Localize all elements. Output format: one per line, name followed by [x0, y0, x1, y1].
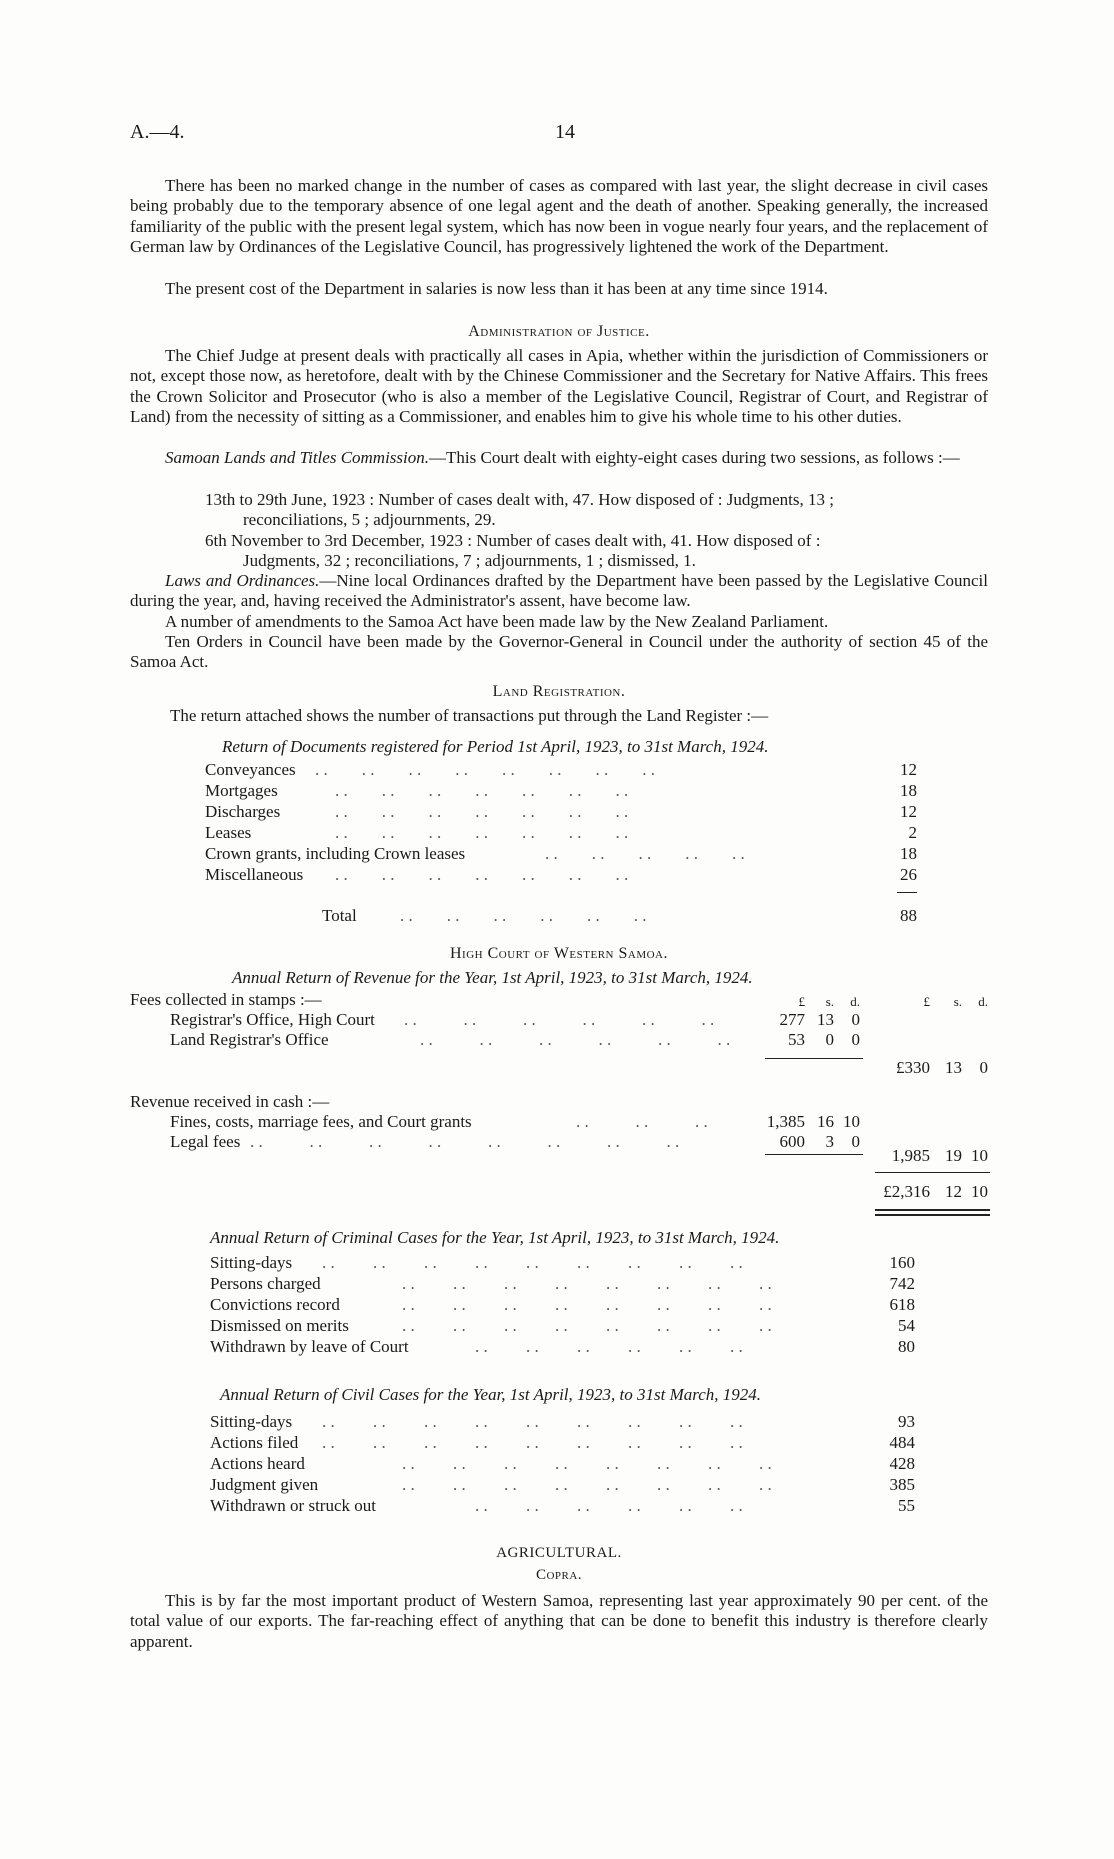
court-heading: High Court of Western Samoa.: [449, 945, 668, 962]
dot-leader: . . . . . . . . . . . .: [400, 906, 647, 925]
row-value: 484: [889, 1433, 915, 1452]
dot-leader: . . . . . .: [576, 1112, 708, 1131]
civil-title: Annual Return of Civil Cases for the Year, 1st April, 1923, to 31st March, 1924.: [220, 1385, 762, 1404]
cash-total-pounds: 1,985: [891, 1146, 930, 1165]
col-pounds-2: £: [923, 994, 930, 1009]
criminal-table: [210, 1253, 915, 1363]
row-value: 12: [900, 802, 917, 821]
justice-paragraph-4: A number of amendments to the Samoa Act have been made law by the New Zealand Parliament.: [165, 612, 829, 631]
table-row: Actions filed: [210, 1433, 299, 1452]
stamps-total-shillings: 13: [945, 1058, 962, 1077]
col-shillings-1: s.: [825, 994, 834, 1009]
justice-heading: Administration of Justice.: [468, 323, 650, 340]
table-row: Sitting-days: [210, 1412, 293, 1431]
dot-leader: . . . . . . . . . .: [545, 844, 745, 863]
dot-leader: . . . . . . . . . . . . . .: [335, 781, 629, 800]
total-value: 88: [900, 906, 917, 925]
stamps-row-1-pounds: 277: [779, 1010, 805, 1029]
dot-leader: . . . . . . . . . . . . . . . .: [402, 1316, 772, 1335]
land-table-title: Return of Documents registered for Period 1st April, 1923, to 31st March, 1924.: [222, 737, 769, 756]
row-value: 428: [889, 1454, 915, 1473]
table-row: [205, 844, 465, 864]
dot-leader: . . . . . . . . . . . .: [404, 1010, 715, 1029]
session-2-line-1: 6th November to 3rd December, 1923 : Number of cases dealt with, 41. How disposed of :: [205, 531, 821, 550]
total-row: [322, 906, 357, 926]
cash-row-1-pence: 10: [843, 1112, 860, 1131]
stamps-label: Fees collected in stamps :—: [130, 990, 322, 1009]
stamps-total-pence: 0: [979, 1058, 988, 1077]
land-heading: Land Registration.: [492, 683, 626, 700]
cash-row-2-label: Legal fees: [170, 1132, 241, 1151]
col-pence-2: d.: [978, 994, 988, 1009]
stamps-total-pounds: £330: [896, 1058, 930, 1077]
stamps-row-1-pence: 0: [851, 1010, 860, 1029]
dot-leader: . . . . . . . . . . . . . .: [335, 865, 629, 884]
cash-total-shillings: 19: [945, 1146, 962, 1165]
cash-total-pence: 10: [971, 1146, 988, 1165]
table-row: [205, 823, 251, 843]
grand-total-pounds: £2,316: [883, 1182, 930, 1201]
session-1-line-1: 13th to 29th June, 1923 : Number of cases dealt with, 47. How disposed of : Judgments, 13 ;: [205, 490, 834, 509]
row-label: Mortgages: [205, 781, 278, 800]
stamps-row-2-label: Land Registrar's Office: [170, 1030, 329, 1049]
intro-paragraph-1: There has been no marked change in the number of cases as compared with last year, the slight decrease in civil cases being probably due to the temporary absence of one legal agent and the death of another. Speaking generally, the increased familiarity of the public with the present legal system, which has now been in vogue nearly four years, and the replacement of German law by Ordinances of the Legislative Council, has progressively lightened the work of the Department.: [130, 176, 988, 257]
dot-leader: . . . . . . . . . . . .: [420, 1030, 731, 1049]
table-row: Withdrawn or struck out: [210, 1496, 376, 1515]
row-value: 93: [898, 1412, 915, 1431]
cash-row-1-label: Fines, costs, marriage fees, and Court grants: [170, 1112, 472, 1131]
col-shillings-2: s.: [953, 994, 962, 1009]
page-number: 14: [555, 121, 575, 143]
dot-leader: . . . . . . . . . . . . . . . . . .: [322, 1412, 743, 1431]
justice-paragraph-5: Ten Orders in Council have been made by the Governor-General in Council under the authority of section 45 of the Samoa Act.: [130, 632, 988, 672]
row-value: 385: [889, 1475, 915, 1494]
row-value: 55: [898, 1496, 915, 1515]
row-value: 18: [900, 844, 917, 863]
dot-leader: . . . . . . . . . . . . . . . .: [402, 1454, 772, 1473]
total-label: Total: [322, 906, 357, 925]
civil-table: [210, 1412, 915, 1522]
row-value: 2: [908, 823, 917, 842]
laws-ordinances-text: —Nine local Ordinances drafted by the Department have been passed by the Legislative Council during the year, and, having received the Administrator's assent, have become law.: [130, 571, 988, 611]
dot-leader: . . . . . . . . . . . . . .: [335, 802, 629, 821]
intro-paragraph-2: The present cost of the Department in salaries is now less than it has been at any time since 1914.: [165, 279, 828, 298]
dot-leader: . . . . . . . . . . . .: [475, 1337, 743, 1356]
justice-paragraph-2: [130, 448, 988, 468]
table-row: [205, 781, 278, 801]
agricultural-heading: AGRICULTURAL.: [496, 1545, 622, 1561]
row-value: 742: [889, 1274, 915, 1293]
total-rule: [875, 1172, 990, 1173]
total-rule: [897, 892, 917, 893]
session-1-line-2: reconciliations, 5 ; adjournments, 29.: [243, 510, 496, 529]
row-value: 618: [889, 1295, 915, 1314]
table-row: [205, 760, 296, 780]
row-label: Crown grants, including Crown leases: [205, 844, 466, 863]
cash-row-2-pounds: 600: [779, 1132, 805, 1151]
table-row: Dismissed on merits: [210, 1316, 349, 1335]
row-value: 54: [898, 1316, 915, 1335]
stamps-row-2-shillings: 0: [825, 1030, 834, 1049]
row-value: 80: [898, 1337, 915, 1356]
lands-commission-title: Samoan Lands and Titles Commission.: [165, 448, 430, 467]
revenue-table: [130, 988, 992, 1233]
dot-leader: . . . . . . . . . . . . . . . . . .: [322, 1253, 743, 1272]
dot-leader: . . . . . . . . . . . . . . . .: [315, 760, 655, 779]
stamps-row-2-pence: 0: [851, 1030, 860, 1049]
row-label: Conveyances: [205, 760, 296, 779]
dot-leader: . . . . . . . . . . . . . . . . . .: [322, 1433, 743, 1452]
dot-leader: . . . . . . . . . . . . . . . .: [402, 1475, 772, 1494]
justice-paragraph-3: [130, 571, 988, 612]
document-reference: A.—4.: [130, 121, 185, 143]
table-row: Convictions record: [210, 1295, 340, 1314]
subtotal-rule: [765, 1154, 863, 1155]
table-row: Judgment given: [210, 1475, 319, 1494]
table-row: Withdrawn by leave of Court: [210, 1337, 409, 1356]
row-label: Miscellaneous: [205, 865, 304, 884]
session-2-line-2: Judgments, 32 ; reconciliations, 7 ; adjournments, 1 ; dismissed, 1.: [243, 551, 696, 570]
cash-row-1-pounds: 1,385: [766, 1112, 805, 1131]
revenue-title: Annual Return of Revenue for the Year, 1st April, 1923, to 31st March, 1924.: [232, 968, 753, 987]
stamps-row-2-pounds: 53: [788, 1030, 805, 1049]
row-value: 18: [900, 781, 917, 800]
criminal-title: Annual Return of Criminal Cases for the Year, 1st April, 1923, to 31st March, 1924.: [210, 1228, 780, 1247]
dot-leader: . . . . . . . . . . . . . . . .: [402, 1295, 772, 1314]
cash-label: Revenue received in cash :—: [130, 1092, 330, 1111]
table-row: Persons charged: [210, 1274, 321, 1293]
table-row: [205, 865, 303, 885]
row-label: Leases: [205, 823, 252, 842]
grand-total-pence: 10: [971, 1182, 988, 1201]
row-value: 12: [900, 760, 917, 779]
lands-commission-text: —This Court dealt with eighty-eight cases during two sessions, as follows :—: [429, 448, 960, 467]
dot-leader: . . . . . . . . . . . .: [475, 1496, 743, 1515]
table-row: Sitting-days: [210, 1253, 293, 1272]
cash-row-2-shillings: 3: [825, 1132, 834, 1151]
laws-ordinances-title: Laws and Ordinances.: [165, 571, 320, 590]
row-value: 160: [889, 1253, 915, 1272]
dot-leader: . . . . . . . . . . . . . . . .: [402, 1274, 772, 1293]
dot-leader: . . . . . . . . . . . . . . . .: [250, 1132, 680, 1151]
table-row: [205, 802, 280, 822]
double-rule-bottom: [875, 1214, 990, 1216]
subtotal-rule: [765, 1058, 863, 1059]
land-intro: The return attached shows the number of transactions put through the Land Register :—: [170, 706, 769, 725]
copra-paragraph: This is by far the most important product of Western Samoa, representing last year approximately 90 per cent. of the total value of our exports. The far-reaching effect of anything that can be done to benefit this industry is therefore clearly apparent.: [130, 1591, 988, 1651]
copra-heading: Copra.: [535, 1567, 583, 1583]
double-rule-top: [875, 1209, 990, 1211]
col-pence-1: d.: [850, 994, 860, 1009]
stamps-row-1-label: Registrar's Office, High Court: [170, 1010, 375, 1029]
row-label: Discharges: [205, 802, 281, 821]
col-pounds-1: £: [798, 994, 805, 1009]
cash-row-1-shillings: 16: [817, 1112, 834, 1131]
row-value: 26: [900, 865, 917, 884]
table-row: Actions heard: [210, 1454, 305, 1473]
grand-total-shillings: 12: [945, 1182, 962, 1201]
dot-leader: . . . . . . . . . . . . . .: [335, 823, 629, 842]
cash-row-2-pence: 0: [851, 1132, 860, 1151]
justice-paragraph-1: The Chief Judge at present deals with practically all cases in Apia, whether within the jurisdiction of Commissioners or not, except those now, as heretofore, dealt with by the Chinese Commissioner and the Secretary for Native Affairs. This frees the Crown Solicitor and Prosecutor (who is also a member of the Legislative Council, Registrar of Court, and Registrar of Land) from the necessity of sitting as a Commissioner, and enables him to give his whole time to his other duties.: [130, 346, 988, 427]
stamps-row-1-shillings: 13: [817, 1010, 834, 1029]
